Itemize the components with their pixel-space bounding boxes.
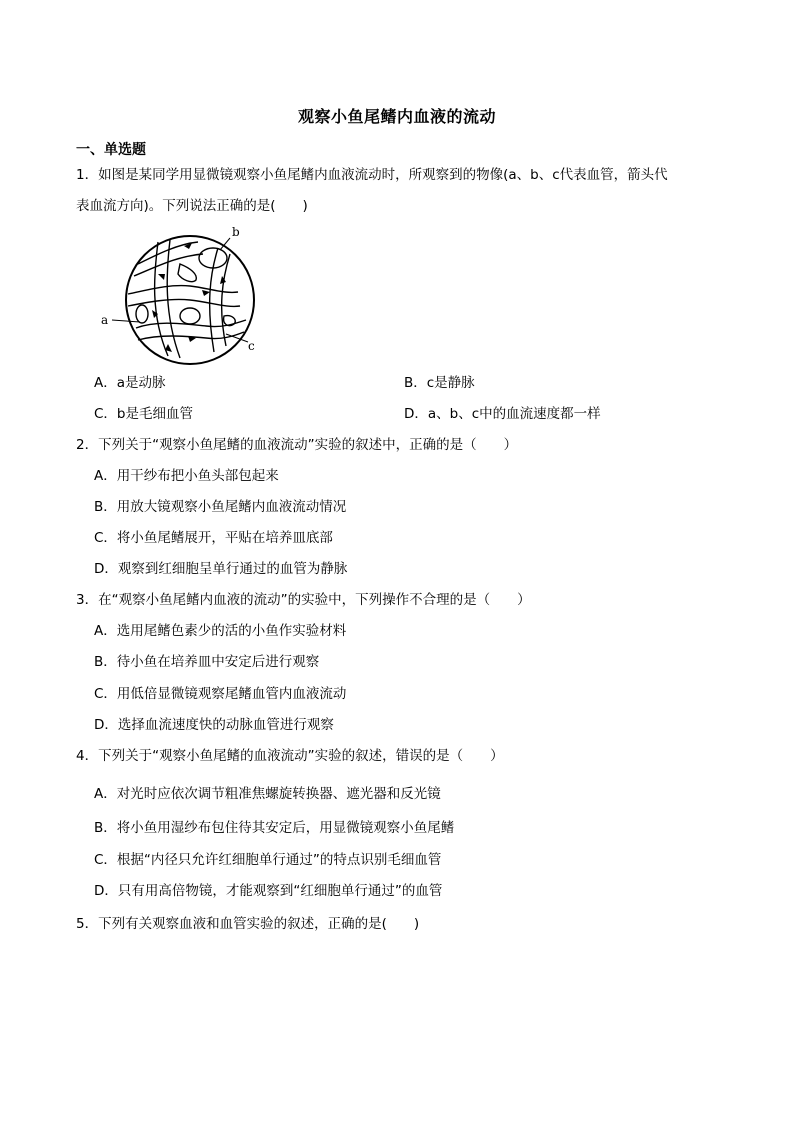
q2-option-a: A．用干纱布把小鱼头部包起来: [94, 468, 279, 484]
q4-stem: 4．下列关于“观察小鱼尾鳍的血液流动”实验的叙述，错误的是（ ）: [76, 748, 504, 764]
q4-option-d: D．只有用高倍物镜，才能观察到“红细胞单行通过”的血管: [94, 883, 443, 899]
label-c: c: [248, 339, 255, 353]
label-a: a: [101, 313, 109, 327]
q2-option-d: D．观察到红细胞呈单行通过的血管为静脉: [94, 561, 348, 577]
section-heading: 一、单选题: [76, 142, 146, 158]
q3-stem: 3．在“观察小鱼尾鳍内血液的流动”的实验中，下列操作不合理的是（ ）: [76, 592, 531, 608]
q1-stem-line2: 表血流方向)。下列说法正确的是( ): [76, 198, 308, 214]
q1-option-c: C．b是毛细血管: [94, 406, 193, 422]
q2-stem: 2．下列关于“观察小鱼尾鳍的血液流动”实验的叙述中，正确的是（ ）: [76, 437, 518, 453]
q4-option-c: C．根据“内径只允许红细胞单行通过”的特点识别毛细血管: [94, 852, 442, 868]
page-title: 观察小鱼尾鳍内血液的流动: [297, 107, 496, 126]
q3-option-c: C．用低倍显微镜观察尾鳍血管内血液流动: [94, 686, 347, 702]
q1-stem-line1: 1．如图是某同学用显微镜观察小鱼尾鳍内血液流动时，所观察到的物像(a、b、c代表血管，箭头代: [76, 167, 668, 183]
q2-option-c: C．将小鱼尾鳍展开，平贴在培养皿底部: [94, 530, 333, 546]
blood-vessel-figure: [98, 224, 268, 370]
q1-option-b: B．c是静脉: [404, 375, 475, 391]
q1-option-a: A．a是动脉: [94, 375, 166, 391]
q3-option-d: D．选择血流速度快的动脉血管进行观察: [94, 717, 334, 733]
q3-option-a: A．选用尾鳍色素少的活的小鱼作实验材料: [94, 623, 347, 639]
q4-option-a: A．对光时应依次调节粗准焦螺旋转换器、遮光器和反光镜: [94, 786, 441, 802]
q5-stem: 5．下列有关观察血液和血管实验的叙述，正确的是( ): [76, 916, 420, 932]
q1-option-d: D．a、b、c中的血流速度都一样: [404, 406, 601, 422]
q4-option-b: B．将小鱼用湿纱布包住待其安定后，用显微镜观察小鱼尾鳍: [94, 820, 455, 836]
label-b: b: [232, 225, 240, 239]
q2-option-b: B．用放大镜观察小鱼尾鳍内血液流动情况: [94, 499, 347, 515]
q3-option-b: B．待小鱼在培养皿中安定后进行观察: [94, 654, 320, 670]
